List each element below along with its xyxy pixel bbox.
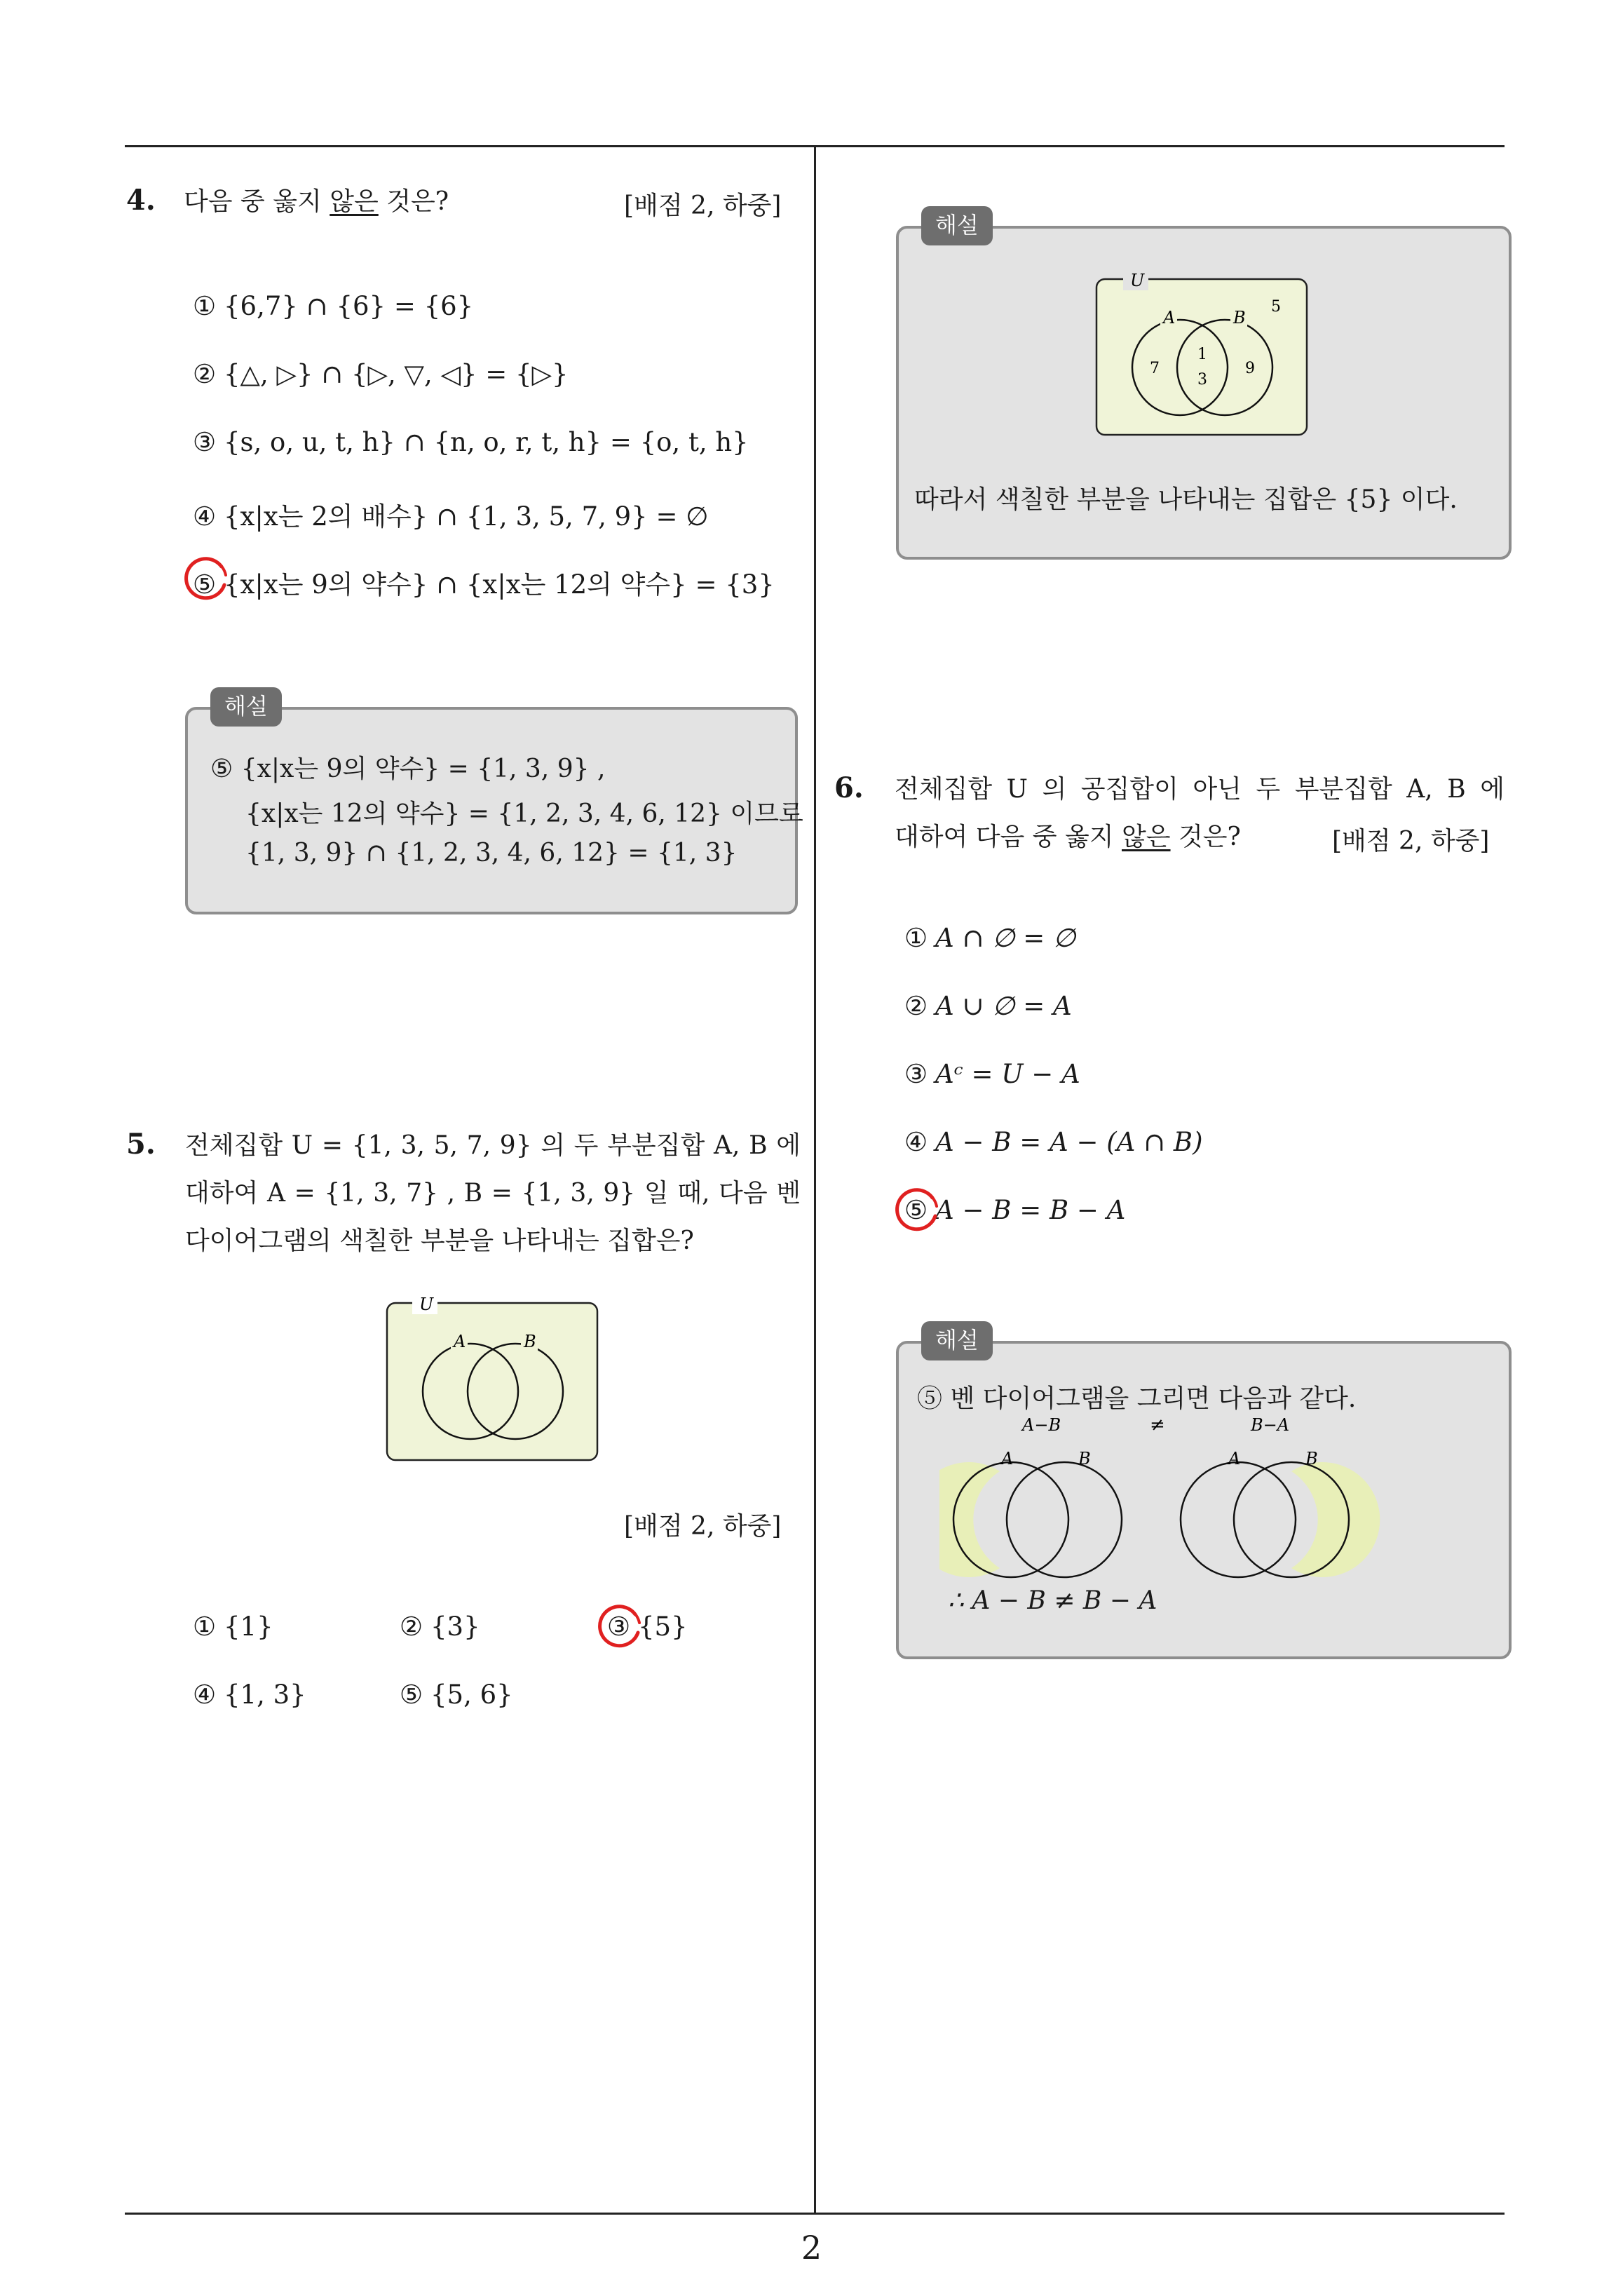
choice-text: {s, o, u, t, h} ∩ {n, o, r, t, h} = {o, t, h} xyxy=(224,427,749,457)
set-a-label: A xyxy=(1163,308,1176,327)
question-5-score: [배점 2, 하중] xyxy=(624,1512,782,1541)
question-6-line-1: 전체집합 U 의 공집합이 아닌 두 부분집합 A, B 에 xyxy=(895,775,1505,804)
choice-text: A ∩ ∅ = ∅ xyxy=(935,923,1076,953)
choice-number: ② xyxy=(904,991,928,1021)
q5-choice-5[interactable] xyxy=(400,1680,513,1710)
answer-circle-icon xyxy=(892,1185,942,1236)
question-6-text-underlined: 않은 xyxy=(1121,823,1171,851)
question-6-score: [배점 2, 하중] xyxy=(1332,827,1490,856)
question-5-line-1: 전체집합 U = {1, 3, 5, 7, 9} 의 두 부분집합 A, B 에 xyxy=(185,1131,801,1160)
choice-text: {5, 6} xyxy=(430,1680,513,1710)
question-4-text-underlined: 않은 xyxy=(330,187,379,216)
choice-number: ③ xyxy=(193,427,217,457)
choice-number: ④ xyxy=(904,1127,928,1157)
choice-number: ② xyxy=(193,359,217,389)
bottom-rule xyxy=(125,2213,1505,2215)
set-a-label: A xyxy=(1001,1449,1014,1468)
choice-text: {1, 3} xyxy=(224,1680,306,1710)
q4-explanation-line-1: ⑤ {x|x는 9의 약수} = {1, 3, 9} , xyxy=(210,755,606,783)
question-4-number: 4. xyxy=(126,184,156,217)
q5-venn-diagram xyxy=(384,1288,602,1463)
answer-circle-icon xyxy=(595,1602,645,1652)
q5-choice-1[interactable] xyxy=(193,1612,273,1642)
set-b-label: B xyxy=(1305,1449,1318,1468)
choice-number: ④ xyxy=(193,501,217,532)
choice-number: ⑤ xyxy=(904,1195,928,1225)
question-5-number: 5. xyxy=(126,1128,156,1161)
question-5-line-2: 대하여 A = {1, 3, 7} , B = {1, 3, 9} 일 때, 다음 벤 xyxy=(185,1179,801,1208)
right-diagram-label: B−A xyxy=(1251,1417,1290,1435)
question-4-text-before: 다음 중 옳지 xyxy=(184,187,330,216)
only-b-value: 9 xyxy=(1245,360,1255,377)
choice-number: ① xyxy=(904,923,928,953)
choice-text: {△, ▷} ∩ {▷, ▽, ◁} = {▷} xyxy=(224,359,569,389)
q4-choice-5[interactable] xyxy=(193,563,775,601)
q6-choice-3[interactable] xyxy=(904,1059,1080,1089)
q6-explanation-venn-pair xyxy=(939,1417,1388,1585)
question-4-text-after: 것은? xyxy=(378,187,449,216)
choice-text: {3} xyxy=(430,1612,480,1642)
outside-value: 5 xyxy=(1271,298,1281,316)
choice-number: ⑤ xyxy=(193,569,217,600)
set-b-label: B xyxy=(1078,1449,1091,1468)
choice-text: {5} xyxy=(638,1612,688,1642)
set-b-label: B xyxy=(1233,308,1246,327)
q4-explanation-line-3: {1, 3, 9} ∩ {1, 2, 3, 4, 6, 12} = {1, 3} xyxy=(245,839,738,867)
choice-text: {6,7} ∩ {6} = {6} xyxy=(224,291,474,321)
q4-choice-4[interactable] xyxy=(193,495,708,533)
question-4-score: [배점 2, 하중] xyxy=(624,191,782,220)
choice-text: {1} xyxy=(224,1612,273,1642)
q5-explanation-conclusion: 따라서 색칠한 부분을 나타내는 집합은 {5} 이다. xyxy=(914,485,1458,514)
choice-number: ① xyxy=(193,1612,217,1642)
question-6-text-after: 것은? xyxy=(1170,823,1241,851)
q4-explanation-line-2: {x|x는 12의 약수} = {1, 2, 3, 4, 6, 12} 이므로 xyxy=(245,799,803,828)
q6-explanation-intro: ⑤ 벤 다이어그램을 그리면 다음과 같다. xyxy=(917,1384,1357,1413)
choice-text: {x|x는 2의 배수} ∩ {1, 3, 5, 7, 9} = ∅ xyxy=(224,501,709,532)
choice-number: ⑤ xyxy=(400,1680,423,1710)
choice-text: A ∪ ∅ = A xyxy=(935,991,1072,1021)
set-a-label: A xyxy=(1228,1449,1241,1468)
q4-choice-1[interactable] xyxy=(193,291,473,321)
q6-choice-4[interactable] xyxy=(904,1127,1203,1157)
question-4-prompt xyxy=(184,178,449,226)
choice-text: A − B = A − (A ∩ B) xyxy=(935,1127,1203,1157)
intersection-value-top: 1 xyxy=(1197,346,1207,363)
choice-number: ① xyxy=(193,291,217,321)
left-diagram-label: A−B xyxy=(1022,1417,1061,1435)
question-5-line-3: 다이어그램의 색칠한 부분을 나타내는 집합은? xyxy=(185,1227,694,1255)
q4-explanation-tag: 해설 xyxy=(210,687,282,727)
q4-choice-3[interactable] xyxy=(193,427,749,457)
choice-text: Aᶜ = U − A xyxy=(935,1059,1080,1089)
q5-choice-2[interactable] xyxy=(400,1612,480,1642)
choice-text: {x|x는 9의 약수} ∩ {x|x는 12의 약수} = {3} xyxy=(224,569,775,600)
q5-explanation-tag: 해설 xyxy=(921,206,993,245)
q6-choice-1[interactable] xyxy=(904,923,1075,953)
choice-number: ② xyxy=(400,1612,423,1642)
answer-circle-icon xyxy=(181,554,231,605)
q5-explanation-venn xyxy=(1094,264,1311,439)
q6-choice-2[interactable] xyxy=(904,991,1072,1021)
choice-number: ③ xyxy=(607,1612,631,1642)
q5-choice-4[interactable] xyxy=(193,1680,306,1710)
neq-symbol: ≠ xyxy=(1150,1417,1165,1436)
choice-number: ③ xyxy=(904,1059,928,1089)
q4-choice-2[interactable] xyxy=(193,359,569,389)
question-6-text-before: 대하여 다음 중 옳지 xyxy=(895,823,1122,851)
universe-label: U xyxy=(419,1295,434,1314)
q6-explanation-conclusion: ∴ A − B ≠ B − A xyxy=(948,1586,1157,1615)
universe-label: U xyxy=(1130,271,1145,290)
question-6-line-2 xyxy=(895,813,1241,861)
set-b-label: B xyxy=(524,1332,536,1351)
column-divider xyxy=(814,145,816,2214)
only-a-value: 7 xyxy=(1150,360,1160,377)
choice-number: ④ xyxy=(193,1680,217,1710)
set-a-label: A xyxy=(454,1332,466,1351)
question-6-number: 6. xyxy=(834,771,864,804)
choice-text: A − B = B − A xyxy=(935,1195,1126,1225)
page-number: 2 xyxy=(801,2229,822,2267)
q6-explanation-tag: 해설 xyxy=(921,1321,993,1360)
intersection-value-bottom: 3 xyxy=(1197,371,1207,389)
